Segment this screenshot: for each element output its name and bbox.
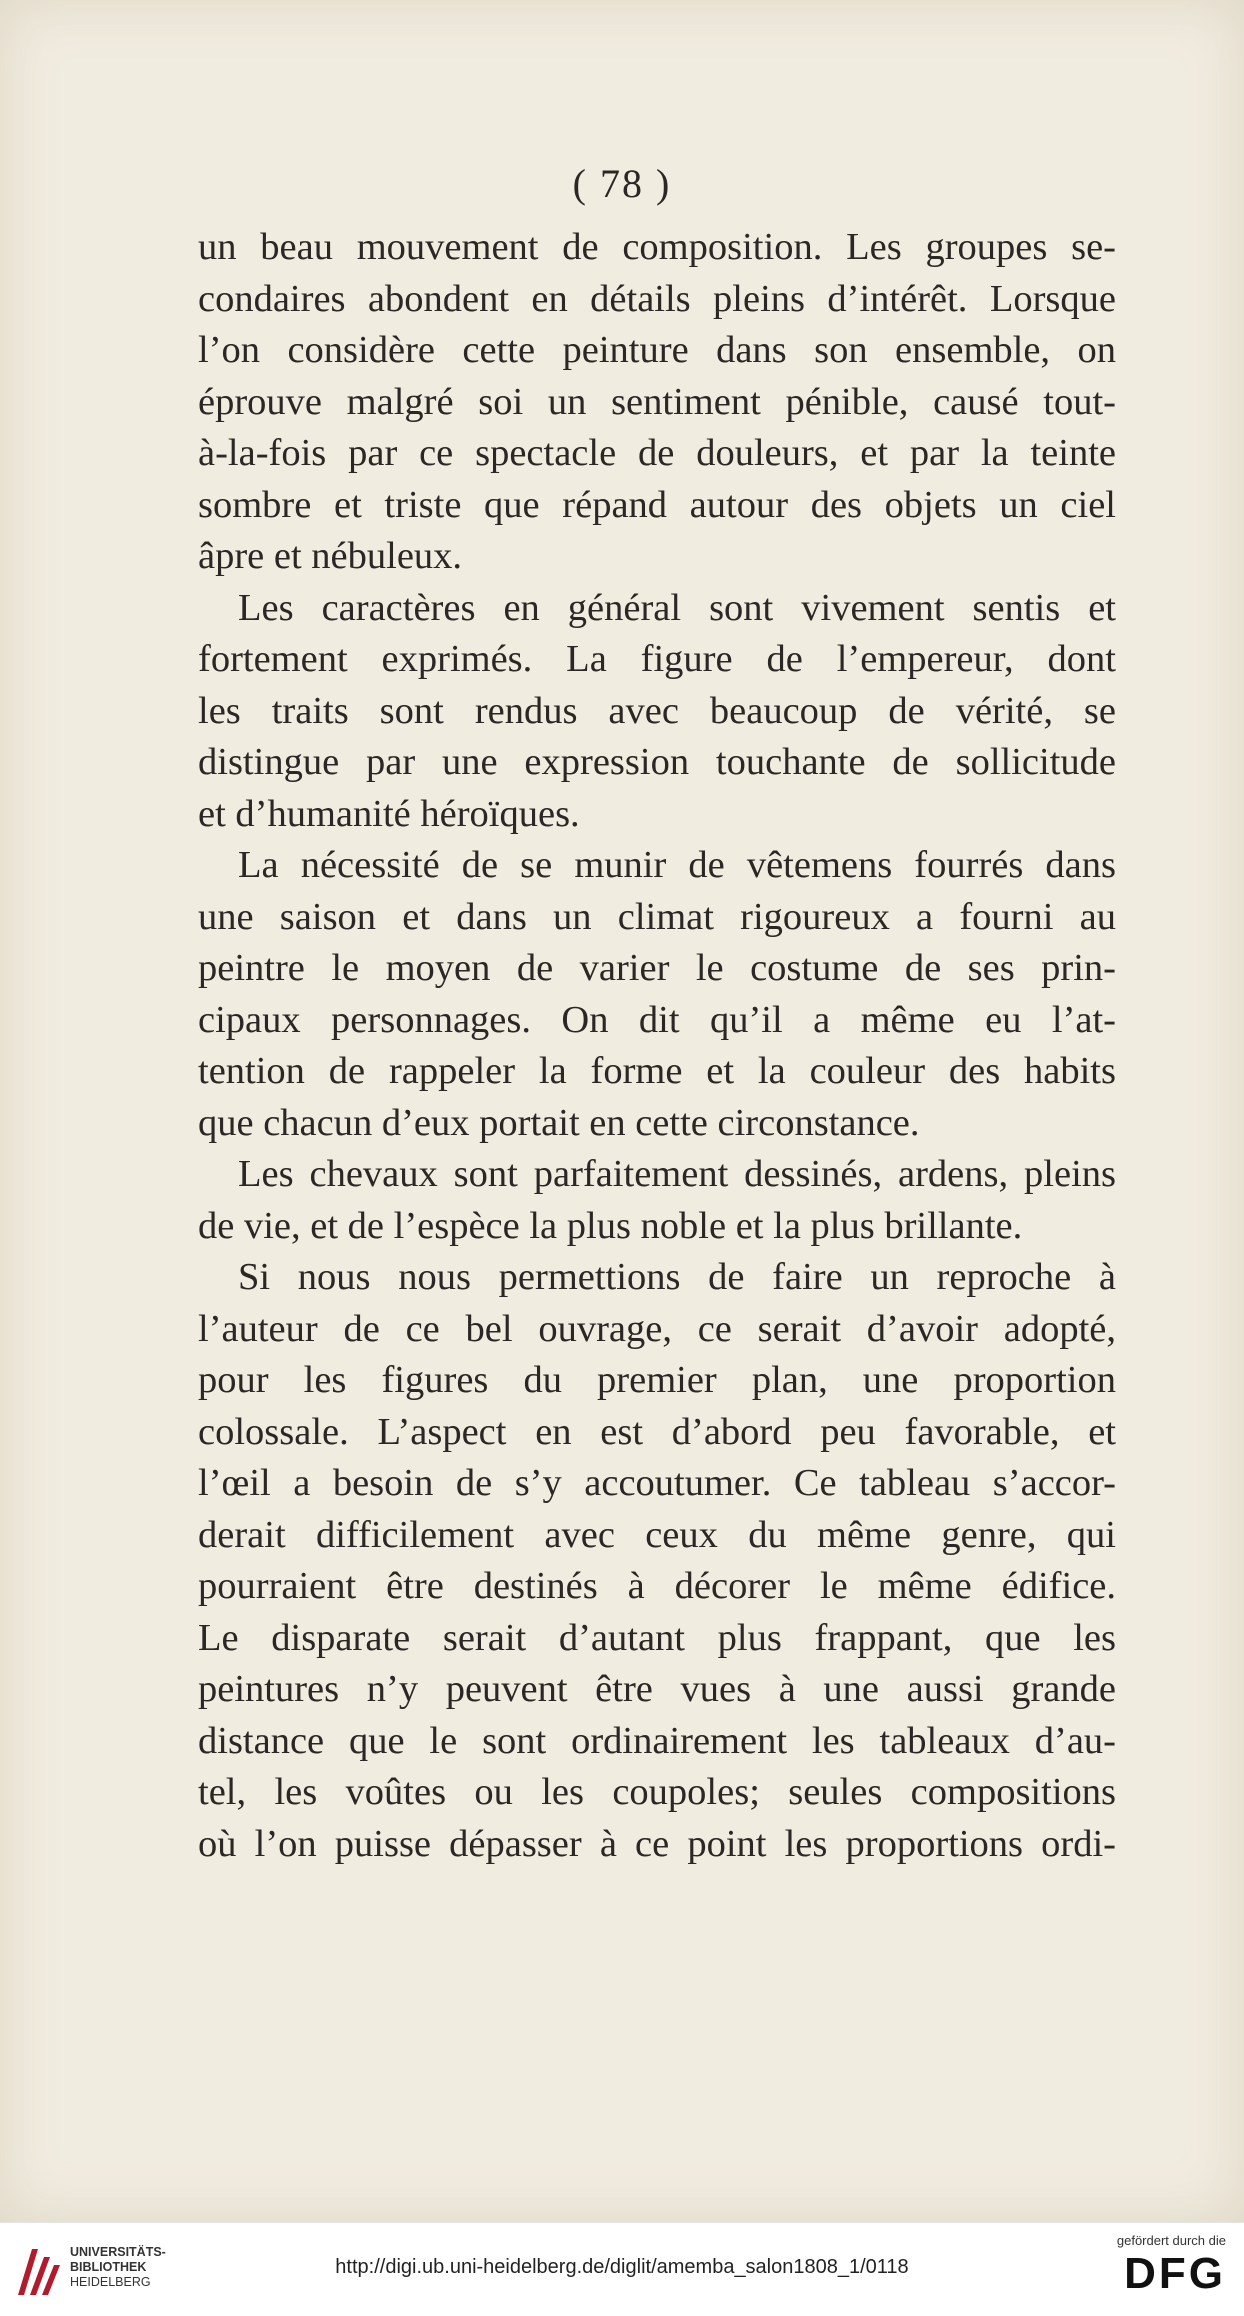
sponsor-block xyxy=(1026,2233,1226,2300)
text-line: fortement exprimés. La figure de l’empereur, dont xyxy=(198,638,1116,680)
text-line: de vie, et de l’espèce la plus noble et la plus brillante. xyxy=(198,1204,1023,1247)
text-line: peintures n’y peuvent être vues à une aussi grande xyxy=(198,1668,1116,1710)
text-line: où l’on puisse dépasser à ce point les proportions ordi- xyxy=(198,1822,1116,1865)
text-line: l’œil a besoin de s’y accoutumer. Ce tableau s’accor- xyxy=(198,1462,1116,1504)
text-line: sombre et triste que répand autour des objets un ciel xyxy=(198,483,1116,526)
text-line: que chacun d’eux portait en cette circonstance. xyxy=(198,1101,920,1144)
text-line: cipaux personnages. On dit qu’il a même eu l’at- xyxy=(198,998,1116,1041)
text-line: peintre le moyen de varier le costume de ses prin- xyxy=(198,947,1116,989)
text-line: âpre et nébuleux. xyxy=(198,535,463,577)
text-line: l’on considère cette peinture dans son ensemble, on xyxy=(198,329,1116,371)
text-line: distingue par une expression touchante de sollicitude xyxy=(198,741,1116,783)
text-line: La nécessité de se munir de vêtemens fourrés dans xyxy=(238,844,1116,886)
text-line: Le disparate serait d’autant plus frappant, que les xyxy=(198,1616,1116,1659)
text-line: à-la-fois par ce spectacle de douleurs, et par la teinte xyxy=(198,432,1116,474)
text-line: Si nous nous permettions de faire un reproche à xyxy=(238,1256,1116,1298)
viewer-footer xyxy=(0,2222,1244,2316)
text-line: les traits sont rendus avec beaucoup de vérité, se xyxy=(198,689,1116,732)
text-line: et d’humanité héroïques. xyxy=(198,792,580,835)
text-line: derait difficilement avec ceux du même genre, qui xyxy=(198,1513,1116,1556)
text-line: Les caractères en général sont vivement sentis et xyxy=(238,586,1116,629)
text-line: pourraient être destinés à décorer le même édifice. xyxy=(198,1565,1116,1607)
library-name-line-2: BIBLIOTHEK xyxy=(70,2260,147,2274)
dfg-logo: DFG xyxy=(1124,2249,1226,2298)
text-line: une saison et dans un climat rigoureux a fourni au xyxy=(198,895,1116,938)
page-number: ( 78 ) xyxy=(572,161,672,206)
permalink-url[interactable]: http://digi.ub.uni-heidelberg.de/diglit/amemba_salon1808_1/0118 xyxy=(335,2256,909,2278)
text-line: éprouve malgré soi un sentiment pénible, causé tout- xyxy=(198,380,1116,423)
text-line: condaires abondent en détails pleins d’intérêt. Lorsque xyxy=(198,277,1116,320)
text-line: tel, les voûtes ou les coupoles; seules compositions xyxy=(198,1771,1116,1813)
text-line: tention de rappeler la forme et la couleur des habits xyxy=(198,1050,1116,1092)
text-line: l’auteur de ce bel ouvrage, ce serait d’avoir adopté, xyxy=(198,1307,1116,1350)
sponsor-label: gefördert durch die xyxy=(1116,2233,1226,2248)
library-name-line-3: HEIDELBERG xyxy=(70,2275,151,2289)
library-name-line-1: UNIVERSITÄTS- xyxy=(70,2245,166,2259)
text-line: Les chevaux sont parfaitement dessinés, ardens, pleins xyxy=(238,1153,1116,1195)
body-text xyxy=(198,222,1116,1870)
text-line: distance que le sont ordinairement les tableaux d’au- xyxy=(198,1719,1116,1762)
text-line: colossale. L’aspect en est d’abord peu favorable, et xyxy=(198,1410,1116,1453)
text-line: un beau mouvement de composition. Les groupes se- xyxy=(198,226,1116,268)
text-line: pour les figures du premier plan, une proportion xyxy=(198,1359,1116,1401)
